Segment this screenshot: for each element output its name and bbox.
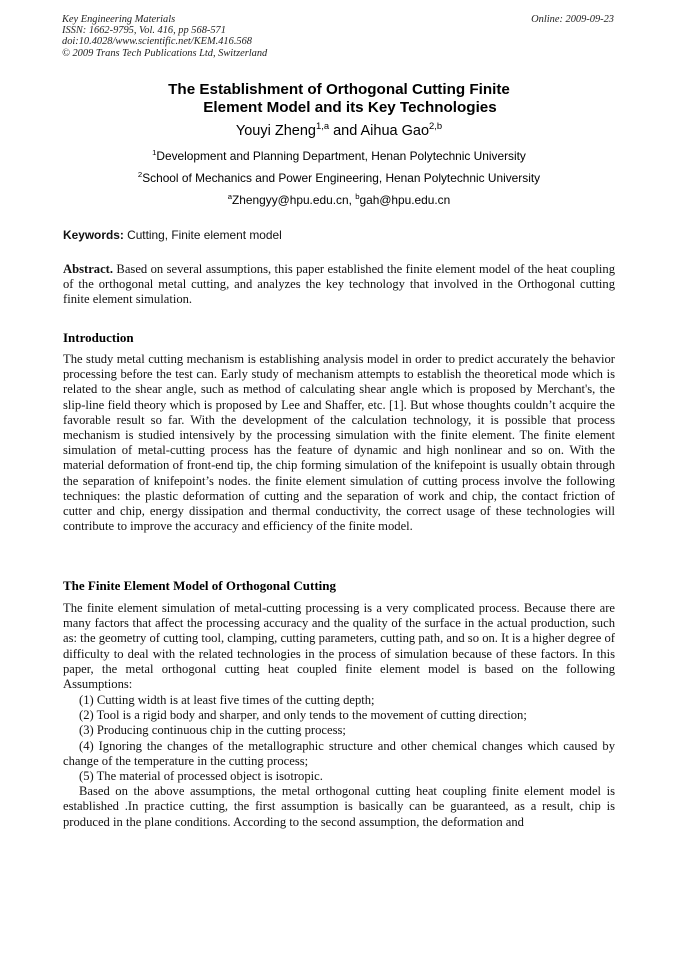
abstract-text: Based on several assumptions, this paper established the finite element model of the heat coupling of the orthogonal metal cutting, and analyzes the key technology that involved in the Orthogonal cutting finite element simulation. (63, 262, 615, 307)
paper-title (0, 81, 678, 117)
abstract-label: Abstract. (63, 262, 114, 276)
assumption-list (63, 693, 615, 830)
author-1: Youyi Zheng (235, 123, 316, 139)
assumption-item: (4) Ignoring the changes of the metallographic structure and other chemical changes which caused by change of the temperature in the cutting process; (63, 738, 615, 768)
title-line-1: The Establishment of Orthogonal Cutting Finite (168, 81, 510, 98)
author-conjunction: and (329, 123, 361, 139)
author-2-sup: 2,b (429, 120, 443, 132)
keywords (63, 228, 615, 242)
online-date: Online: 2009-09-23 (531, 14, 614, 25)
author-1-sup: 1,a (315, 120, 330, 132)
assumption-item: (1) Cutting width is at least five times of the cutting depth; (79, 693, 375, 707)
abstract (63, 262, 615, 308)
affiliation-1-text: Development and Planning Department, Henan Polytechnic University (156, 149, 526, 163)
email-a-sup: a (227, 192, 233, 202)
assumption-item: (5) The material of processed object is isotropic. (79, 769, 323, 784)
email-b-sup: b (355, 192, 360, 202)
journal-doi: doi:10.4028/www.scientific.net/KEM.416.568 (62, 36, 252, 48)
fem-section-heading: The Finite Element Model of Orthogonal Cutting (63, 578, 336, 593)
journal-name: Key Engineering Materials (62, 14, 176, 25)
fem-section-text: The finite element simulation of metal-cutting processing is a very complicated process. Because there are many factors that affect the processing accuracy and the quality of the surface in the actual production, such as: the geometry of cutting tool, clamping, cutting parameters, cutting path, and so on. It is a higher degree of difficulty to deal with the related technologies in the process of simulation because of these factors. In this paper, the metal orthogonal cutting heat coupled finite element model is based on the following Assumptions: (63, 601, 615, 692)
email-b: gah@hpu.edu.cn (359, 193, 451, 207)
affiliation-2-sup: 2 (137, 170, 143, 180)
affiliation-1 (0, 149, 678, 163)
title-line-2: Element Model and its Key Technologies (203, 99, 497, 116)
introduction-text: The study metal cutting mechanism is establishing analysis model in order to predict accurately the behavior processing before the test can. Early study of mechanism attempts to establish the theoretical mode which is related to the shear angle, such as method of calculating shear angle which is proposed by Merchant's, the slip-line field theory which is proposed by Lee and Shaffer, etc. [1]. But whose thoughts couldn’t acquire the favorable result so far. With the development of the calculation technology, it is possible that process mechanism is studied intensively by the processing simulation with the finite element. The finite element simulation of metal-cutting process has the feature of dynamic and high nonlinear and so on. With the material deformation of front-end tip, the chip forming simulation of the knifepoint is usually obtain through the separation of knifepoint’s nodes. the finite element simulation of cutting process involve the following techniques: the plastic deformation of cutting and the separation of work and chip, the contact friction of cutter and chip, energy dissipation and thermal conductivity, the correct usage of these technologies will contribute to improve the accuracy and efficiency of the finite model. (63, 352, 615, 534)
journal-issn: ISSN: 1662-9795, Vol. 416, pp 568-571 (62, 25, 226, 37)
assumption-item: (2) Tool is a rigid body and sharper, and only tends to the movement of cutting direction; (79, 708, 527, 723)
assumption-item: (3) Producing continuous chip in the cutting process; (79, 723, 346, 738)
affiliation-2 (0, 171, 678, 185)
author-list (0, 122, 678, 140)
affiliation-1-sup: 1 (152, 148, 157, 158)
email-a: Zhengyy@hpu.edu.cn, (232, 193, 356, 207)
journal-header (62, 14, 267, 59)
keywords-text: Cutting, Finite element model (123, 228, 282, 242)
journal-copyright: © 2009 Trans Tech Publications Ltd, Switzerland (62, 47, 268, 59)
closing-paragraph: Based on the above assumptions, the metal orthogonal cutting heat coupling finite element model is established .In practice cutting, the first assumption is basically can be guaranteed, as a result, chip is produced in the plane conditions. According to the second assumption, the deformation and (63, 784, 615, 829)
introduction-heading: Introduction (63, 330, 134, 345)
keywords-label: Keywords: (63, 228, 124, 242)
affiliation-2-text: School of Mechanics and Power Engineering, Henan Polytechnic University (142, 171, 541, 185)
author-2: Aihua Gao (360, 123, 430, 139)
author-emails (0, 193, 678, 207)
